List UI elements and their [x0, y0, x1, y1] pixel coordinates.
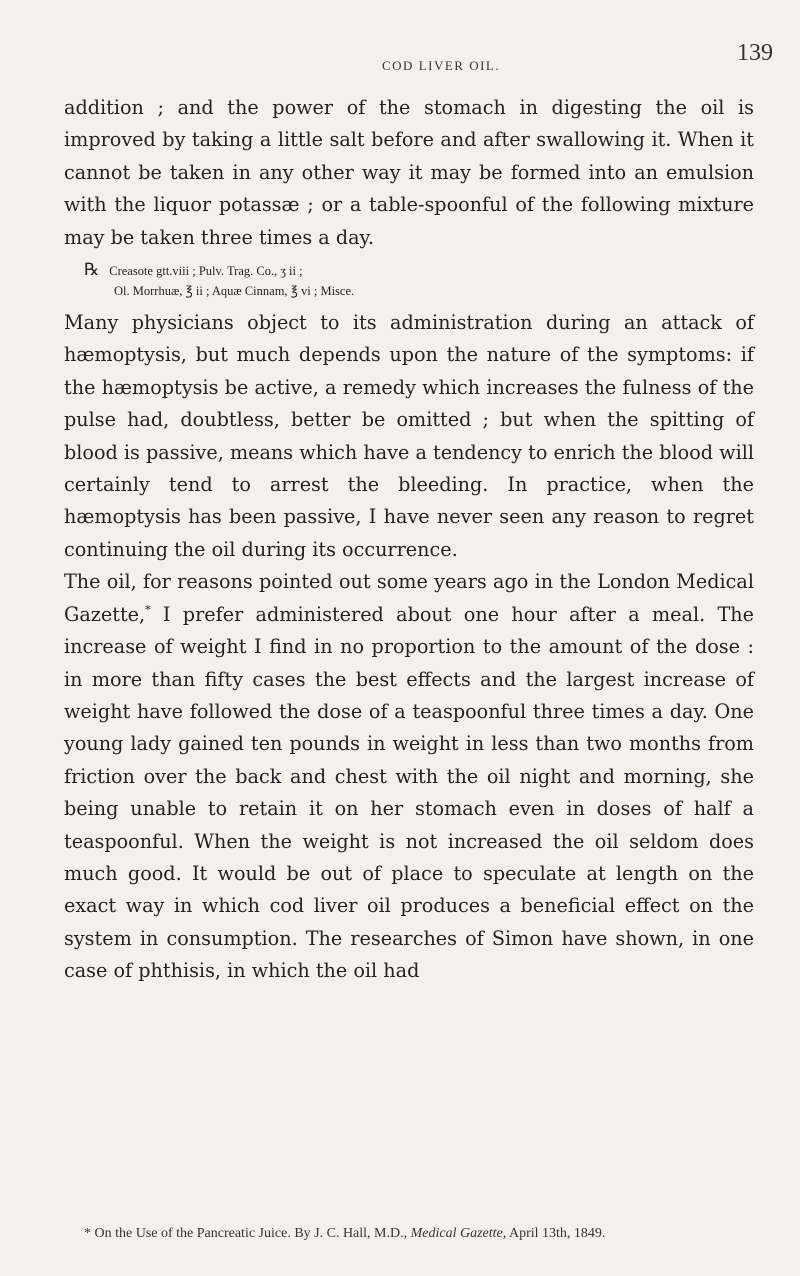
- running-title: COD LIVER OIL.: [382, 58, 501, 73]
- paragraph-3-start: The oil, for reasons pointed out some years ago in the London Medical Gazette,: [64, 570, 754, 626]
- footnote-journal: Medical Gazette,: [410, 1226, 507, 1241]
- prescription-line-1-text: Creasote gtt.viii ; Pulv. Trag. Co., ʒ ii ;: [109, 264, 303, 279]
- rx-symbol: ℞: [84, 260, 100, 280]
- prescription-formula: [84, 260, 754, 301]
- body-text: [64, 92, 754, 988]
- prescription-line-2: Ol. Morrhuæ, ℥ ii ; Aquæ Cinnam, ℥ vi ; Misce.: [114, 284, 355, 299]
- paragraph-2: Many physicians object to its administration during an attack of hæmoptysis, but much depends upon the nature of the symptoms: if the hæmoptysis be active, a remedy which increases the fulness of the pulse had, doubtless, better be omitted ; but when the spitting of blood is passive, means which have a tendency to enrich the blood will certainly tend to arrest the bleeding. In practice, when the hæmoptysis has been passive, I have never seen any reason to regret continuing the oil during its occurrence.: [64, 311, 754, 561]
- footnote-reference: *: [145, 603, 151, 617]
- footnote-marker: *: [84, 1226, 91, 1241]
- footnote-text-end: April 13th, 1849.: [506, 1226, 606, 1241]
- paragraph-1: addition ; and the power of the stomach in digesting the oil is improved by taking a little salt before and after swallowing it. When it cannot be taken in any other way it may be formed into an emulsion with the liquor potassæ ; or a table-spoonful of the following mixture may be taken three times a day.: [64, 96, 754, 249]
- paragraph-3-rest: I prefer administered about one hour after a meal. The increase of weight I find in no proportion to the amount of the dose : in more than fifty cases the best effects and the largest increase of weight have followed the dose of a teaspoonful three times a day. One young lady gained ten pounds in weight in less than two months from friction over the back and chest with the oil night and morning, she being unable to retain it on her stomach even in doses of half a teaspoonful. When the weight is not increased the oil seldom does much good. It would be out of place to speculate at length on the exact way in which cod liver oil produces a beneficial effect on the system in consumption. The researches of Simon have shown, in one case of phthisis, in which the oil had: [64, 602, 754, 983]
- footnote: [64, 1225, 754, 1243]
- prescription-line-1: [84, 260, 754, 281]
- paragraph-3: [64, 566, 754, 987]
- footnote-text-start: On the Use of the Pancreatic Juice. By J. C. Hall, M.D.,: [91, 1226, 411, 1241]
- page-number: 139: [737, 40, 773, 66]
